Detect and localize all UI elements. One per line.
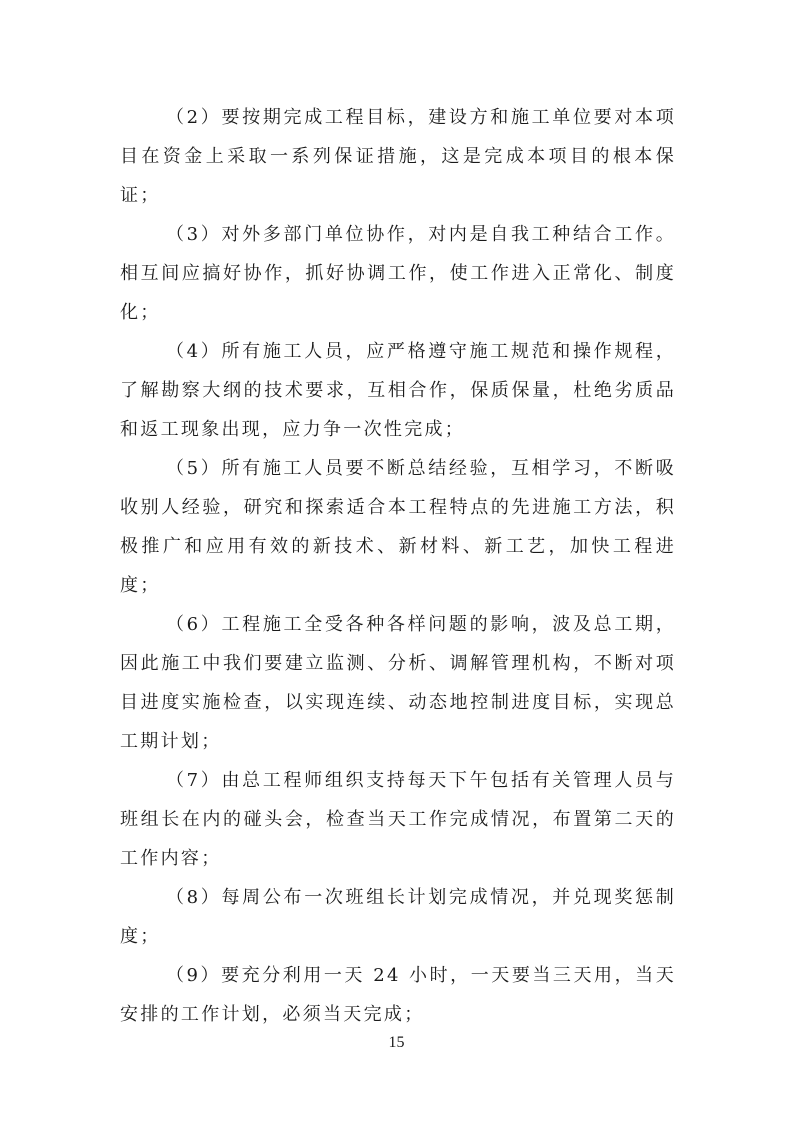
page-number: 15 [388, 1034, 405, 1051]
paragraph-item-7: （7）由总工程师组织支持每天下午包括有关管理人员与班组长在内的碰头会，检查当天工作完成情况，布置第二天的工作内容； [120, 770, 676, 869]
document-body [120, 98, 676, 1034]
paragraph-item-8: （8）每周公布一次班组长计划完成情况，并兑现奖惩制度； [120, 887, 676, 947]
paragraph-item-6: （6）工程施工全受各种各样问题的影响，波及总工期，因此施工中我们要建立监测、分析、调解管理机构，不断对项目进度实施检查，以实现连续、动态地控制进度目标，实现总工期计划； [120, 614, 676, 752]
paragraph-item-2: （2）要按期完成工程目标，建设方和施工单位要对本项目在资金上采取一系列保证措施，这是完成本项目的根本保证； [120, 107, 676, 206]
paragraph-item-4: （4）所有施工人员，应严格遵守施工规范和操作规程，了解勘察大纲的技术要求，互相合作，保质保量，杜绝劣质品和返工现象出现，应力争一次性完成； [120, 341, 676, 440]
paragraph-item-5: （5）所有施工人员要不断总结经验，互相学习，不断吸收别人经验，研究和探索适合本工程特点的先进施工方法，积极推广和应用有效的新技术、新材料、新工艺，加快工程进度； [120, 458, 676, 596]
paragraph-item-3: （3）对外多部门单位协作，对内是自我工种结合工作。相互间应搞好协作，抓好协调工作，使工作进入正常化、制度化； [120, 224, 676, 323]
paragraph-item-9: （9）要充分利用一天 24 小时，一天要当三天用，当天安排的工作计划，必须当天完成； [120, 965, 676, 1025]
